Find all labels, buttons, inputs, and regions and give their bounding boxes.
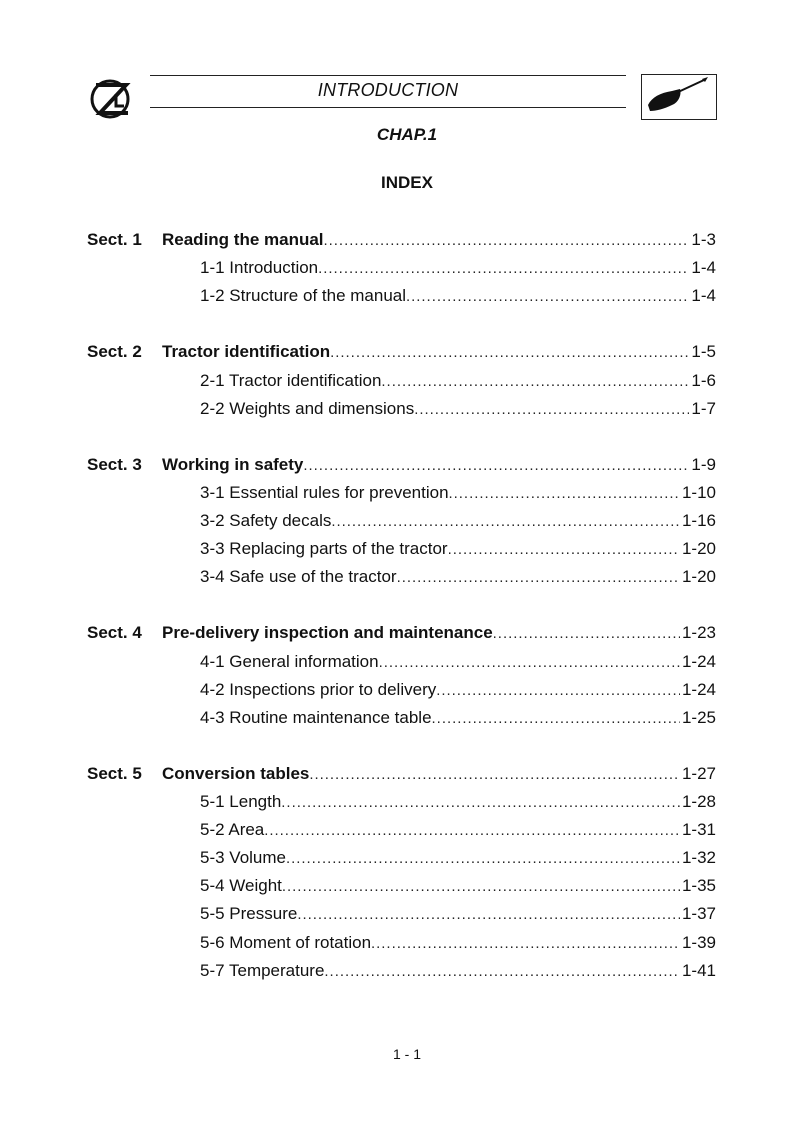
subsection-entry-page: 1-37 [681,904,716,924]
section-entry-title: Conversion tables [162,763,310,783]
subsection-entry-page: 1-4 [691,286,716,306]
dot-leader [331,510,680,534]
subsection-entry-title: 5-4 Weight [200,876,282,896]
section-label: Sect. 4 [87,623,142,643]
subsection-entry-title: 5-6 Moment of rotation [200,932,372,952]
subsection-entry-page: 1-25 [681,707,716,727]
subsection-entry [200,537,716,561]
section-entry-page: 1-3 [691,230,716,249]
dot-leader [379,651,680,675]
subsection-entry [200,678,716,702]
subsection-entry-page: 1-6 [691,370,716,390]
dot-leader [297,903,680,927]
section-label: Sect. 2 [87,342,142,362]
dot-leader [371,932,680,956]
subsection-entry-title: 3-3 Replacing parts of the tractor [200,539,448,559]
subsection-entry [200,790,716,814]
subsection-entry-title: 4-1 General information [200,651,379,671]
dot-leader [318,257,689,281]
header-title: INTRODUCTION [317,80,459,100]
dot-leader [324,229,690,253]
subsection-entry-title: 1-2 Structure of the manual [200,286,407,306]
subsection-entry-page: 1-20 [681,539,716,559]
section-entry [162,453,716,477]
section-label: Sect. 1 [87,230,142,249]
section-entry-page: 1-9 [691,454,716,474]
dot-leader [432,707,680,731]
subsection-entry [200,397,716,421]
dot-leader [286,847,680,871]
subsection-entry [200,874,716,898]
subsection-entry-title: 3-4 Safe use of the tractor [200,567,397,587]
subsection-entry [200,931,716,955]
subsection-entry-page: 1-4 [691,258,716,278]
section-entry-title: Tractor identification [162,342,331,362]
subsection-entry-page: 1-35 [681,876,716,896]
dot-leader [281,791,680,815]
subsection-entry-page: 1-39 [681,932,716,952]
subsection-entry [200,959,716,983]
subsection-entry-title: 2-1 Tractor identification [200,370,382,390]
subsection-entry-title: 4-2 Inspections prior to delivery [200,679,437,699]
dot-leader [264,819,680,843]
dot-leader [381,370,689,394]
section-label: Sect. 3 [87,454,142,474]
section-entry-page: 1-27 [681,763,716,783]
subsection-entry [200,481,716,505]
subsection-entry-page: 1-7 [691,398,716,418]
section-entry [162,621,716,645]
subsection-entry-title: 3-2 Safety decals [200,511,332,530]
dot-leader [449,482,680,506]
subsection-entry [200,509,716,533]
subsection-entry-page: 1-20 [681,567,716,587]
chapter-label: CHAP.1 [376,125,438,144]
subsection-entry [200,565,716,589]
subsection-entry-page: 1-32 [681,848,716,868]
subsection-entry-page: 1-41 [681,960,716,980]
section-entry [162,340,716,364]
dot-leader [309,763,680,787]
subsection-entry [200,284,716,308]
subsection-entry [200,369,716,393]
subsection-entry-title: 5-5 Pressure [200,904,298,924]
dot-leader [448,538,680,562]
index-heading: INDEX [381,173,433,192]
subsection-entry [200,818,716,842]
section-entry-title: Pre-delivery inspection and maintenance [162,623,493,643]
dot-leader [414,398,689,422]
subsection-entry-title: 2-2 Weights and dimensions [200,398,415,418]
subsection-entry-title: 3-1 Essential rules for prevention [200,482,449,502]
subsection-entry-title: 5-7 Temperature [200,960,325,980]
subsection-entry [200,902,716,926]
subsection-entry-page: 1-31 [681,820,716,840]
section-entry [162,228,716,252]
dot-leader [493,622,680,646]
dot-leader [330,341,689,365]
section-entry-title: Reading the manual [162,230,324,249]
subsection-entry-page: 1-16 [681,511,716,530]
section-entry-page: 1-5 [691,342,716,362]
subsection-entry-page: 1-10 [681,482,716,502]
section-entry-title: Working in safety [162,454,304,474]
subsection-entry [200,650,716,674]
subsection-entry-page: 1-24 [681,651,716,671]
dot-leader [436,679,680,703]
section-entry [162,762,716,786]
subsection-entry-title: 1-1 Introduction [200,258,319,278]
subsection-entry-title: 5-1 Length [200,792,282,811]
subsection-entry-title: 4-3 Routine maintenance table [200,707,432,727]
dot-leader [303,454,689,478]
subsection-entry-title: 5-3 Volume [200,848,286,868]
subsection-entry [200,256,716,280]
subsection-entry-title: 5-2 Area [200,820,265,840]
subsection-entry [200,706,716,730]
dot-leader [324,960,680,984]
section-entry-page: 1-23 [681,623,716,643]
page-number: 1 - 1 [392,1046,421,1062]
subsection-entry-page: 1-24 [681,679,716,699]
section-label: Sect. 5 [87,763,142,783]
subsection-entry [200,846,716,870]
dot-leader [282,875,680,899]
dot-leader [397,566,680,590]
dot-leader [406,285,689,309]
subsection-entry-page: 1-28 [681,792,716,811]
